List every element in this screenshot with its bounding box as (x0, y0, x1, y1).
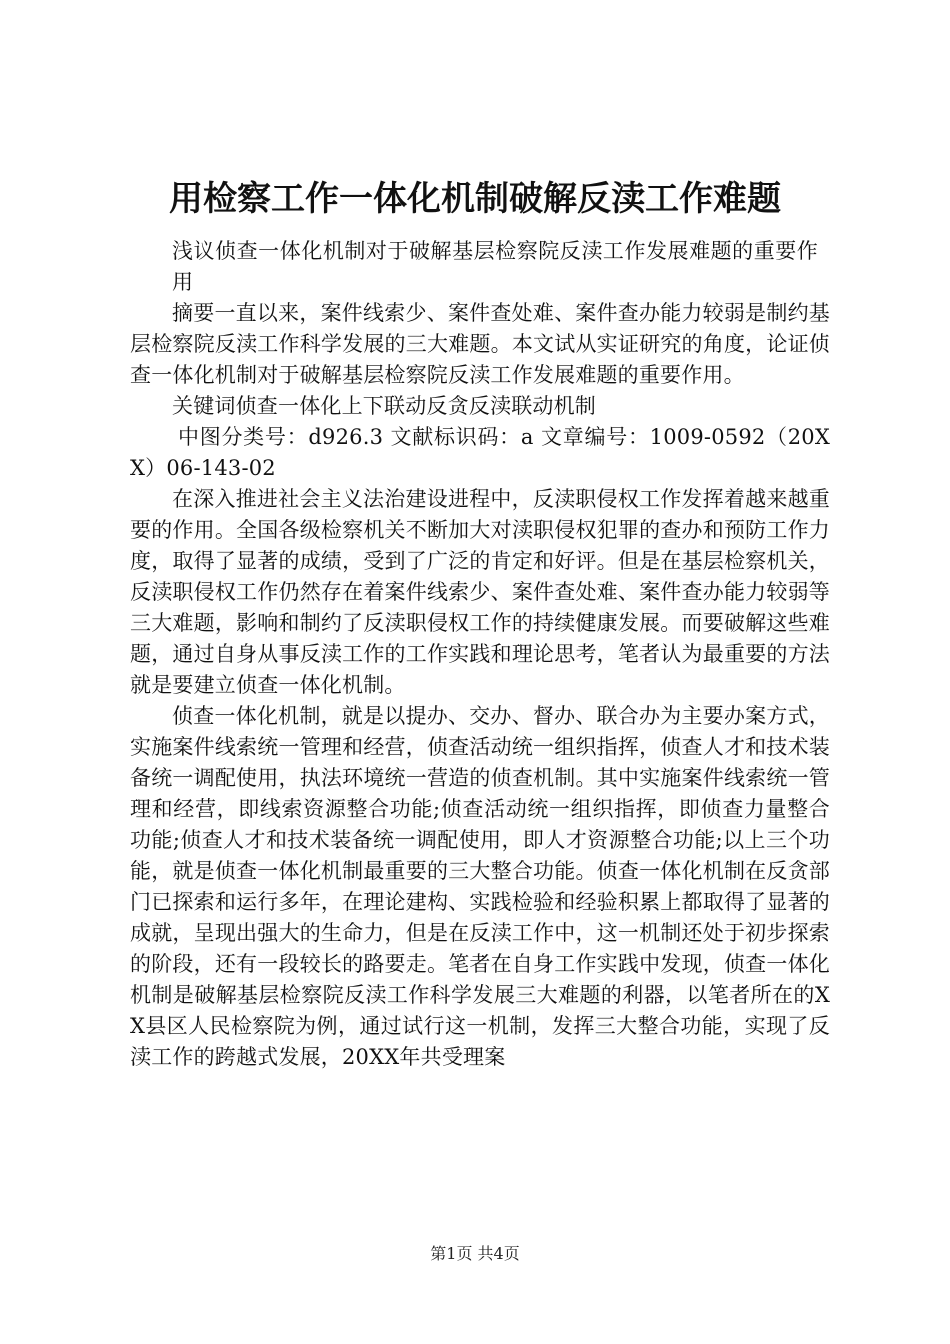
body-paragraph: 侦查一体化机制，就是以提办、交办、督办、联合办为主要办案方式，实施案件线索统一管理和经营，侦查活动统一组织指挥，侦查人才和技术装备统一调配使用，执法环境统一营造的侦查机制。其中实施案件线索统一管理和经营，即线索资源整合功能;侦查活动统一组织指挥，即侦查力量整合功能;侦查人才和技术装备统一调配使用，即人才资源整合功能;以上三个功能，就是侦查一体化机制最重要的三大整合功能。侦查一体化机制在反贪部门已探索和运行多年，在理论建构、实践检验和经验积累上都取得了显著的成就，呈现出强大的生命力，但是在反渎工作中，这一机制还处于初步探索的阶段，还有一段较长的路要走。笔者在自身工作实践中发现，侦查一体化机制是破解基层检察院反渎工作科学发展三大难题的利器，以笔者所在的XX县区人民检察院为例，通过试行这一机制，发挥三大整合功能，实现了反渎工作的跨越式发展，20XX年共受理案 (130, 704, 830, 1069)
keywords-line: 关键词侦查一体化上下联动反贪反渎联动机制 (172, 394, 596, 418)
page-footer: 第1页 共4页 (430, 1244, 520, 1263)
classification-line: 中图分类号：d926.3 文献标识码：a 文章编号：1009-0592（20XX）06-143-02 (130, 425, 830, 480)
body-paragraph: 在深入推进社会主义法治建设进程中，反渎职侵权工作发挥着越来越重要的作用。全国各级检察机关不断加大对渎职侵权犯罪的查办和预防工作力度，取得了显著的成绩，受到了广泛的肯定和好评。但是在基层检察机关，反渎职侵权工作仍然存在着案件线索少、案件查处难、案件查办能力较弱等三大难题，影响和制约了反渎职侵权工作的持续健康发展。而要破解这些难题，通过自身从事反渎工作的工作实践和理论思考，笔者认为最重要的方法就是要建立侦查一体化机制。 (130, 487, 830, 697)
document-body (130, 236, 830, 1073)
document-title: 用检察工作一体化机制破解反渎工作难题 (169, 179, 781, 219)
document-subtitle: 浅议侦查一体化机制对于破解基层检察院反渎工作发展难题的重要作用 (172, 239, 818, 294)
abstract-paragraph: 摘要一直以来，案件线索少、案件查处难、案件查办能力较弱是制约基层检察院反渎工作科学发展的三大难题。本文试从实证研究的角度，论证侦查一体化机制对于破解基层检察院反渎工作发展难题的重要作用。 (130, 301, 830, 387)
